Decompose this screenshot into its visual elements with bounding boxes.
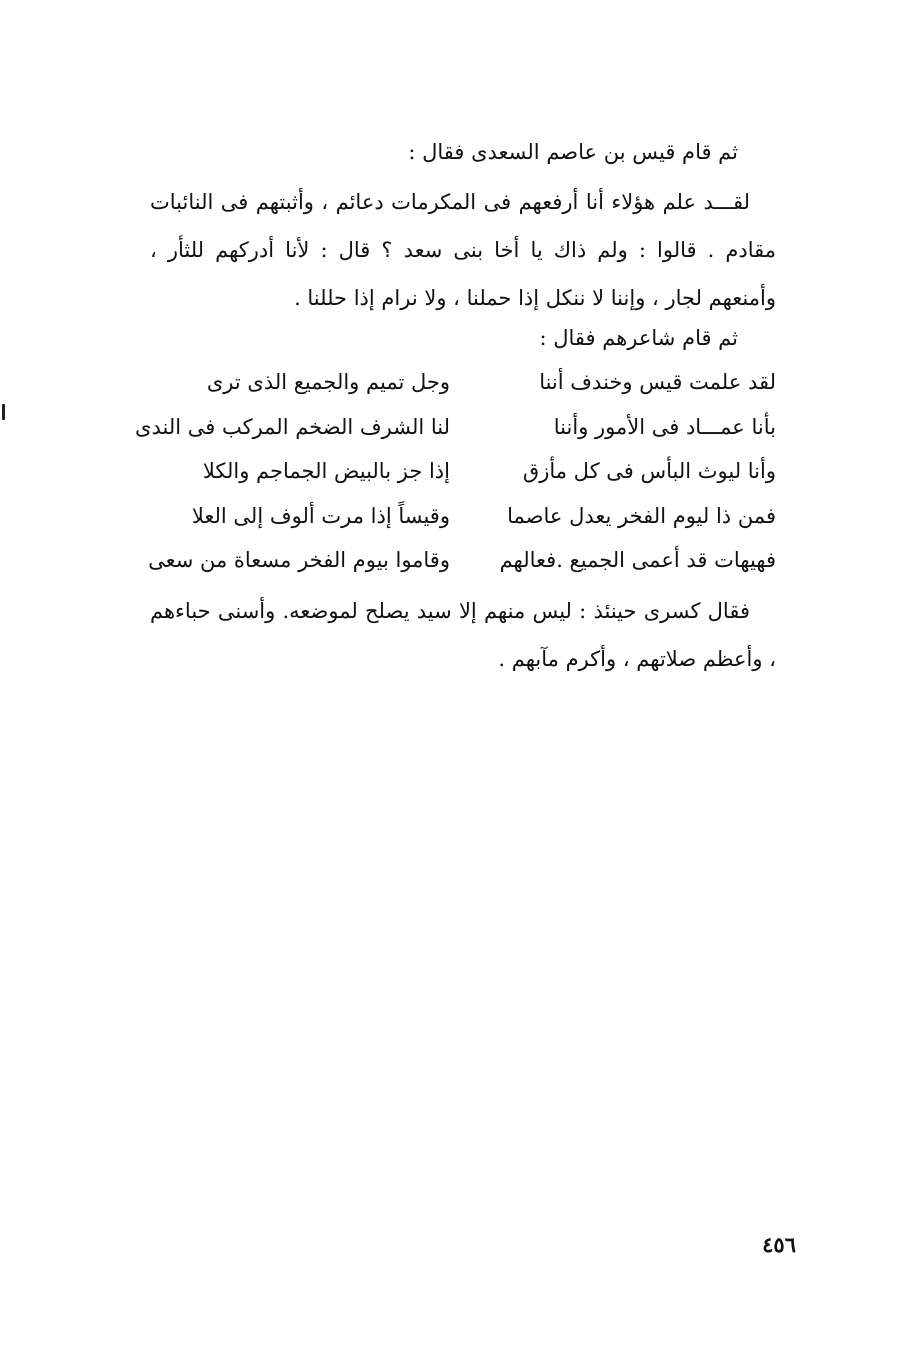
verse-second-hemistich: لنا الشرف الضخم المركب فى الندى <box>135 414 450 439</box>
poem <box>135 366 776 589</box>
verse-second-hemistich: وقاموا بيوم الفخر مسعاة من سعى <box>148 548 450 572</box>
verse-first-hemistich: فمن ذا ليوم الفخر يعدل عاصما <box>507 503 776 528</box>
verse-second-hemistich: إذا جز بالبيض الجماجم والكلا <box>202 459 450 483</box>
poem-verse <box>150 544 776 589</box>
verse-first-hemistich: وأنا ليوث البأس فى كل مأزق <box>522 459 776 483</box>
paragraph-text: لقـــد علم هؤلاء أنا أرفعهم فى المكرمات دعائم ، وأثبتهم فى النائبات مقادم . قالوا : ولم ذاك يا أخا بنى سعد ؟ قال : لأنا أدركهم للثأر ، وأمنعهم لجار ، وإننا لا ننكل إذا حملنا ، ولا نرام إذا حللنا . <box>150 190 776 310</box>
verse-second-hemistich: وجل تميم والجميع الذى ترى <box>206 370 450 394</box>
page-number: ٤٥٦ <box>762 1232 796 1257</box>
verse-first-hemistich: فهيهات قد أعمى الجميع .فعالهم <box>499 548 776 572</box>
poem-heading: ثم قام شاعرهم فقال : <box>539 326 738 350</box>
verse-first-hemistich: بأنا عمـــاد فى الأمور وأننا <box>553 414 776 439</box>
scan-margin-mark <box>2 404 5 420</box>
verse-first-hemistich: لقد علمت قيس وخندف أننا <box>539 370 776 394</box>
paragraph-kisra-response <box>150 587 776 683</box>
poem-verse <box>150 500 776 545</box>
section-heading: ثم قام قيس بن عاصم السعدى فقال : <box>408 140 738 164</box>
poem-verse <box>150 366 776 411</box>
poem-verse <box>150 455 776 500</box>
poem-verse <box>135 411 776 456</box>
paragraph-text: فقال كسرى حينئذ : ليس منهم إلا سيد يصلح لموضعه. وأسنى حباءهم ، وأعظم صلاتهم ، وأكرم مآبهم . <box>150 599 776 671</box>
paragraph-qays-speech <box>150 178 776 322</box>
verse-second-hemistich: وقيساً إذا مرت ألوف إلى العلا <box>191 503 450 528</box>
